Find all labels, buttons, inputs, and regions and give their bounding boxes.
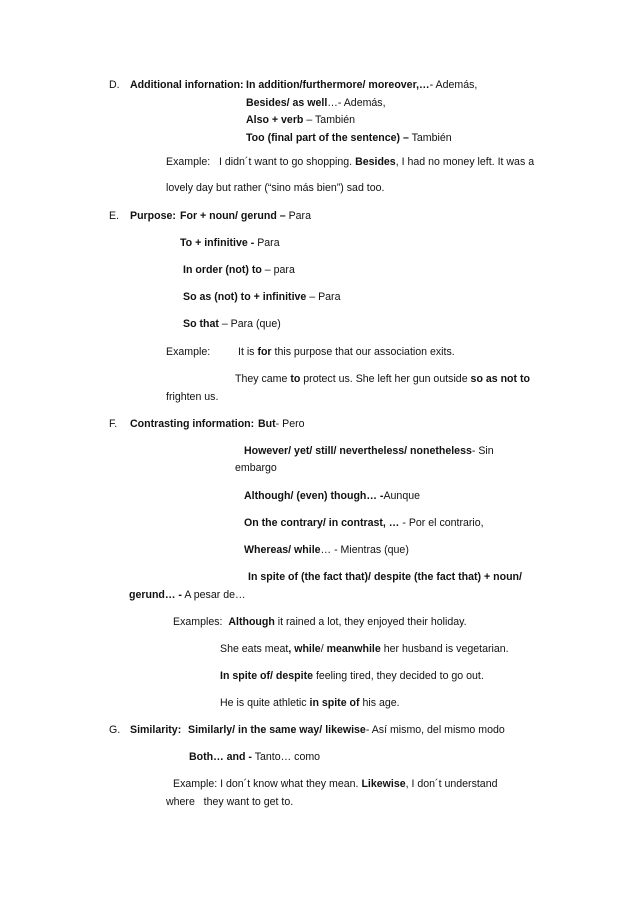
- example-text: this purpose that our association exits.: [271, 346, 455, 358]
- section-e-row: [183, 264, 295, 277]
- section-d-row: [246, 132, 452, 145]
- heading-text: Similarity:: [130, 724, 182, 736]
- section-e-example-1: [238, 346, 455, 359]
- translation: También: [408, 132, 452, 144]
- term: Similarly/ in the same way/ likewise: [188, 724, 366, 736]
- term: So as (not) to + infinitive: [183, 291, 307, 303]
- example-bold: so as not to: [470, 373, 530, 385]
- term: So that: [183, 318, 219, 330]
- translation: Aunque: [383, 490, 420, 502]
- term: Also + verb: [246, 114, 304, 126]
- example-bold: to: [290, 373, 301, 385]
- section-f-row: [248, 571, 522, 584]
- section-f-example-3: [220, 670, 484, 683]
- translation: …- Además,: [327, 97, 386, 109]
- section-f-row: [258, 418, 305, 431]
- term: For + noun/ gerund –: [180, 210, 286, 222]
- example-bold: , while: [288, 643, 321, 655]
- term: In spite of (the fact that)/ despite (the fact that) + noun/: [248, 571, 522, 583]
- example-bold: In spite of/ despite: [220, 670, 314, 682]
- example-text: , I had no money left. It was a: [395, 156, 535, 168]
- example-text: it rained a lot, they enjoyed their holiday.: [274, 616, 467, 628]
- section-e-example-2-line2: frighten us.: [166, 391, 219, 403]
- term: Both… and -: [189, 751, 252, 763]
- section-e-example-2: [235, 373, 530, 386]
- term: On the contrary/ in contrast, …: [244, 517, 400, 529]
- example-text: feeling tired, they decided to go out.: [313, 670, 484, 682]
- translation: – Para: [306, 291, 341, 303]
- example-bold: Likewise: [361, 778, 406, 790]
- section-d-heading: [130, 79, 244, 92]
- translation: - Sin: [471, 445, 494, 457]
- example-text: her husband is vegetarian.: [380, 643, 509, 655]
- heading-text: Contrasting information:: [130, 418, 255, 430]
- example-bold: Besides: [355, 156, 396, 168]
- example-text: protect us. She left her gun outside: [300, 373, 471, 385]
- example-bold: meanwhile: [326, 643, 381, 655]
- translation: - Pero: [275, 418, 305, 430]
- translation: – Para (que): [218, 318, 281, 330]
- section-e-example-label: Example:: [166, 346, 211, 358]
- section-d-letter: D.: [109, 79, 120, 91]
- term: In order (not) to: [183, 264, 262, 276]
- section-e-heading: [130, 210, 176, 223]
- example-text: , I don´t understand: [405, 778, 498, 790]
- section-d-example: [166, 156, 534, 169]
- example-text: It is: [238, 346, 258, 358]
- translation: … - Mientras (que): [320, 544, 409, 556]
- term: However/ yet/ still/ nevertheless/ nonetheless: [244, 445, 472, 457]
- section-g-heading: [130, 724, 181, 737]
- term: Although/ (even) though… -: [244, 490, 384, 502]
- term: To + infinitive -: [180, 237, 255, 249]
- section-f-example-4: [220, 697, 400, 710]
- section-e-row: [183, 318, 281, 331]
- section-f-letter: F.: [109, 418, 118, 430]
- section-g-example: [173, 778, 497, 791]
- term: Besides/ as well: [246, 97, 328, 109]
- translation: - Por el contrario,: [399, 517, 484, 529]
- heading-text: Purpose:: [130, 210, 176, 222]
- example-bold: for: [257, 346, 272, 358]
- section-d-row: [246, 114, 355, 127]
- translation: Para: [254, 237, 280, 249]
- section-f-row: [244, 544, 409, 557]
- example-text: They came: [235, 373, 291, 385]
- translation: – para: [261, 264, 295, 276]
- section-f-row: [244, 490, 420, 503]
- example-text: /: [320, 643, 327, 655]
- example-bold: Although: [228, 616, 275, 628]
- heading-text: Additional infornation:: [130, 79, 244, 91]
- example-bold: in spite of: [309, 697, 360, 709]
- section-f-row: [244, 517, 484, 530]
- example-text: He is quite athletic: [220, 697, 310, 709]
- section-d-row: [246, 79, 477, 92]
- section-f-row-line2: [129, 589, 246, 602]
- section-d-row: [246, 97, 386, 110]
- example-label: Example:: [166, 156, 211, 168]
- translation: - Así mismo, del mismo modo: [365, 724, 505, 736]
- example-text: his age.: [359, 697, 400, 709]
- section-g-example-line2: where they want to get to.: [166, 796, 294, 808]
- translation: Tanto… como: [251, 751, 321, 763]
- section-e-row: [183, 291, 340, 304]
- section-f-example-2: [220, 643, 509, 656]
- translation: A pesar de…: [181, 589, 246, 601]
- section-g-row: [188, 724, 505, 737]
- section-e-row: [180, 237, 280, 250]
- translation: - Además,: [429, 79, 478, 91]
- examples-label: Examples:: [173, 616, 223, 628]
- example-text: I didn´t want to go shopping.: [219, 156, 356, 168]
- term: Too (final part of the sentence) –: [246, 132, 409, 144]
- term: Whereas/ while: [244, 544, 321, 556]
- section-f-example-1: [173, 616, 467, 629]
- section-f-row: [244, 445, 494, 458]
- section-f-heading: [130, 418, 254, 431]
- section-e-row: [180, 210, 311, 223]
- translation: Para: [285, 210, 311, 222]
- term: But: [258, 418, 276, 430]
- example-text: Example: I don´t know what they mean.: [173, 778, 362, 790]
- section-f-row-line2: embargo: [235, 462, 277, 474]
- translation: – También: [303, 114, 356, 126]
- section-e-letter: E.: [109, 210, 120, 222]
- example-text: She eats meat: [220, 643, 289, 655]
- section-g-row: [189, 751, 320, 764]
- section-d-example-line2: lovely day but rather (“sino más bien”) sad too.: [166, 182, 385, 194]
- term: gerund… -: [129, 589, 182, 601]
- term: In addition/furthermore/ moreover,…: [246, 79, 430, 91]
- section-g-letter: G.: [109, 724, 121, 736]
